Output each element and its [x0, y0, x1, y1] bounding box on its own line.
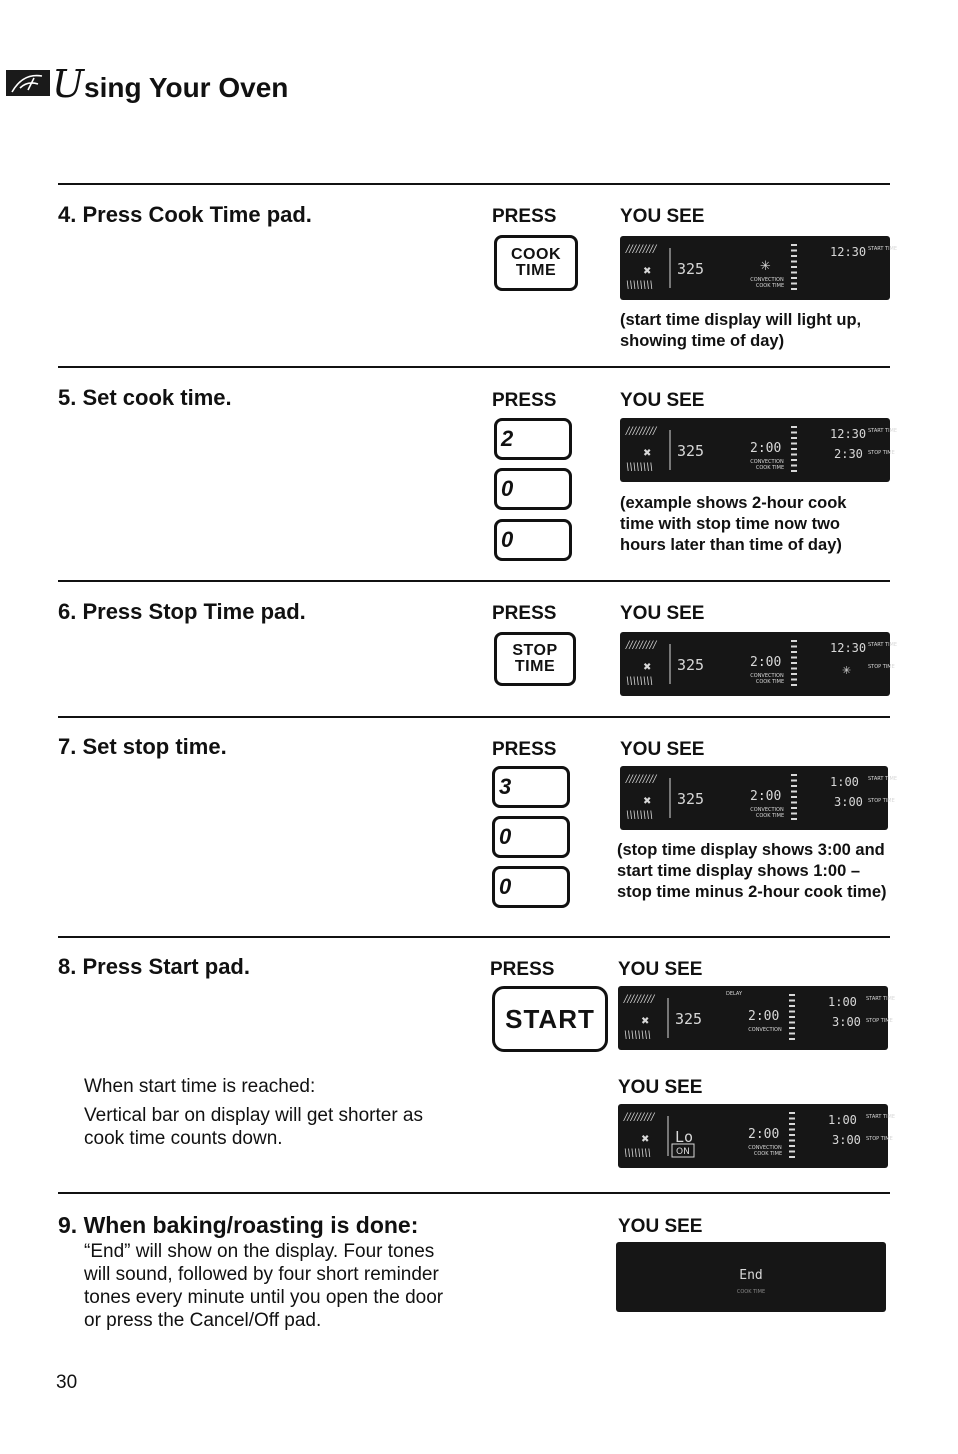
temperature-readout: 325	[677, 656, 705, 674]
number-pad-3[interactable]: 3	[492, 766, 570, 808]
time-bar-segment	[791, 459, 797, 461]
start-time-label: START TIME	[866, 1114, 896, 1120]
top-heating-element: /////////	[626, 244, 657, 255]
section-divider	[58, 580, 890, 582]
stop-time-label: STOP TIME	[868, 798, 895, 804]
time-bar-segment	[791, 791, 797, 793]
start-time-label: START TIME	[868, 776, 898, 782]
oven-display	[620, 418, 898, 482]
time-bar-segment	[789, 1129, 795, 1131]
cook-time-readout: 2:00	[750, 441, 782, 456]
blink-icon: ✳	[760, 259, 771, 274]
cook-time-readout: 2:00	[750, 789, 782, 804]
time-bar-segment	[791, 266, 797, 268]
time-bar-segment	[791, 785, 797, 787]
time-bar-segment	[791, 244, 797, 246]
you-see-label: YOU SEE	[620, 603, 705, 624]
bottom-heating-element: \\\\\\\\	[624, 1030, 651, 1041]
fan-icon: ✖	[641, 1016, 650, 1027]
start-time-readout: 1:00	[828, 995, 857, 1009]
stop-time-pad[interactable]: STOP TIME	[494, 632, 576, 686]
top-heating-element: /////////	[626, 426, 657, 437]
temperature-readout: 325	[677, 790, 705, 808]
start-reached-text: When start time is reached:	[84, 1076, 316, 1097]
time-bar-segment	[791, 470, 797, 472]
page-title: Using Your Oven	[52, 62, 289, 106]
oven-display	[620, 236, 898, 300]
time-bar-segment	[791, 796, 797, 798]
time-bar-segment	[789, 1016, 795, 1018]
time-bar-segment	[791, 684, 797, 686]
time-bar-segment	[791, 272, 797, 274]
step-title: 7. Set stop time.	[58, 734, 227, 759]
time-bar-segment	[791, 640, 797, 642]
time-bar-segment	[791, 679, 797, 681]
section-divider	[58, 716, 890, 718]
stop-time-label: STOP TIME	[868, 664, 895, 670]
time-bar-segment	[789, 1011, 795, 1013]
time-bar-segment	[791, 662, 797, 664]
stop-time-readout: 3:00	[832, 1015, 861, 1029]
section-divider	[58, 183, 890, 185]
number-pad-0[interactable]: 0	[494, 468, 572, 510]
time-bar-segment	[791, 807, 797, 809]
number-pad-0[interactable]: 0	[492, 816, 570, 858]
press-label: PRESS	[492, 739, 557, 760]
stop-time-readout: 3:00	[832, 1133, 861, 1147]
time-bar-segment	[789, 1027, 795, 1029]
fan-icon: ✖	[643, 662, 652, 673]
time-bar-segment	[791, 780, 797, 782]
time-bar-segment	[791, 277, 797, 279]
fan-icon: ✖	[643, 796, 652, 807]
display-note: (stop time display shows 3:00 and start time display shows 1:00 – stop time minus 2-hour cook time)	[617, 841, 887, 901]
you-see-label: YOU SEE	[618, 1216, 703, 1237]
stop-time-readout: 3:00	[834, 795, 863, 809]
top-heating-element: /////////	[626, 774, 657, 785]
mode-label: CONVECTION	[748, 1027, 782, 1033]
time-bar-segment	[791, 443, 797, 445]
cook-time-sub-label: COOK TIME	[755, 813, 785, 819]
top-heating-element: /////////	[624, 1112, 655, 1123]
you-see-label: YOU SEE	[620, 206, 705, 227]
time-bar-segment	[789, 1000, 795, 1002]
oven-display	[620, 766, 898, 830]
stop-time-label: STOP TIME	[866, 1018, 893, 1024]
start-time-label: START TIME	[866, 996, 896, 1002]
section-divider	[58, 936, 890, 938]
temperature-readout: Lo	[675, 1128, 694, 1146]
temperature-readout: 325	[677, 442, 705, 460]
cook-time-sub-label: COOK TIME	[753, 1151, 783, 1157]
on-label: ON	[676, 1147, 690, 1157]
bottom-heating-element: \\\\\\\\	[626, 280, 653, 291]
done-description: “End” will show on the display. Four tones will sound, followed by four short reminder tones every minute until you open the door or press the Cancel/Off pad.	[84, 1241, 444, 1331]
time-bar-segment	[791, 454, 797, 456]
time-bar-segment	[791, 426, 797, 428]
bar-description: Vertical bar on display will get shorter as cook time counts down.	[84, 1105, 423, 1149]
mode-label: CONVECTION	[748, 1145, 782, 1151]
cook-time-readout: 2:00	[748, 1009, 780, 1024]
cook-time-readout: 2:00	[748, 1127, 780, 1142]
time-bar-segment	[789, 1145, 795, 1147]
time-bar-segment	[791, 646, 797, 648]
start-time-readout: 1:00	[830, 775, 859, 789]
press-label: PRESS	[492, 206, 557, 227]
mode-label: CONVECTION	[750, 277, 784, 283]
start-time-readout: 1:00	[828, 1113, 857, 1127]
oven-display	[618, 1104, 896, 1168]
start-pad[interactable]: START	[492, 986, 608, 1052]
time-bar-segment	[791, 818, 797, 820]
fan-icon: ✖	[643, 448, 652, 459]
display-note: (example shows 2-hour cook time with stop time now two hours later than time of day)	[620, 494, 847, 554]
time-bar-segment	[789, 1112, 795, 1114]
cook-time-sub-label: COOK TIME	[755, 465, 785, 471]
cook-time-readout: 2:00	[750, 655, 782, 670]
time-bar-segment	[789, 1022, 795, 1024]
time-bar-segment	[791, 673, 797, 675]
top-heating-element: /////////	[624, 994, 655, 1005]
press-label: PRESS	[490, 959, 555, 980]
time-bar-segment	[791, 802, 797, 804]
number-pad-0[interactable]: 0	[494, 519, 572, 561]
oven-display-end	[616, 1242, 886, 1312]
start-time-readout: 12:30	[830, 427, 867, 441]
time-bar-segment	[791, 432, 797, 434]
bottom-heating-element: \\\\\\\\	[626, 676, 653, 687]
time-bar-segment	[789, 1123, 795, 1125]
start-time-label: START TIME	[868, 428, 898, 434]
header-logo	[6, 70, 50, 96]
step-title: 8. Press Start pad.	[58, 954, 250, 979]
time-bar-segment	[791, 437, 797, 439]
stop-blink-icon: ✳	[842, 664, 852, 677]
time-bar-segment	[791, 668, 797, 670]
fan-icon: ✖	[643, 266, 652, 277]
oven-display	[620, 632, 898, 696]
cook-time-sub-label: COOK TIME	[755, 679, 785, 685]
time-bar-segment	[789, 1038, 795, 1040]
you-see-label: YOU SEE	[620, 739, 705, 760]
you-see-label: YOU SEE	[618, 959, 703, 980]
stop-time-label: STOP TIME	[868, 450, 895, 456]
time-bar-segment	[789, 994, 795, 996]
you-see-label: YOU SEE	[618, 1077, 703, 1098]
time-bar-segment	[791, 657, 797, 659]
time-bar-segment	[789, 1134, 795, 1136]
time-bar-segment	[789, 1151, 795, 1153]
time-bar-segment	[789, 1118, 795, 1120]
time-bar-segment	[791, 813, 797, 815]
cook-time-pad[interactable]: COOK TIME	[494, 235, 578, 291]
section-divider	[58, 366, 890, 368]
cook-time-sub-label: COOK TIME	[755, 283, 785, 289]
time-bar-segment	[791, 255, 797, 257]
start-time-readout: 12:30	[830, 641, 867, 655]
delay-label: DELAY	[726, 991, 742, 997]
cook-time-label: COOK TIME	[736, 1289, 766, 1295]
mode-label: CONVECTION	[750, 807, 784, 813]
number-pad-0[interactable]: 0	[492, 866, 570, 908]
time-bar-segment	[791, 448, 797, 450]
time-bar-segment	[791, 261, 797, 263]
stop-time-readout: 2:30	[834, 447, 863, 461]
time-bar-segment	[789, 1005, 795, 1007]
start-time-label: START TIME	[868, 642, 898, 648]
start-time-readout: 12:30	[830, 245, 867, 259]
step-title: 5. Set cook time.	[58, 385, 232, 410]
mode-label: CONVECTION	[750, 673, 784, 679]
bottom-heating-element: \\\\\\\\	[624, 1148, 651, 1159]
time-bar-segment	[791, 250, 797, 252]
stop-time-label: STOP TIME	[866, 1136, 893, 1142]
number-pad-2[interactable]: 2	[494, 418, 572, 460]
end-readout: End	[739, 1268, 763, 1283]
time-bar-segment	[789, 1033, 795, 1035]
step-title: 4. Press Cook Time pad.	[58, 202, 312, 227]
page-number: 30	[56, 1372, 78, 1393]
top-heating-element: /////////	[626, 640, 657, 651]
time-bar-segment	[791, 651, 797, 653]
bottom-heating-element: \\\\\\\\	[626, 462, 653, 473]
step-title: 9. When baking/roasting is done:	[58, 1212, 419, 1238]
leaf-icon	[6, 70, 50, 96]
start-time-label: START TIME	[868, 246, 898, 252]
time-bar-segment	[789, 1140, 795, 1142]
fan-icon: ✖	[641, 1134, 650, 1145]
oven-display	[618, 986, 896, 1050]
press-label: PRESS	[492, 603, 557, 624]
mode-label: CONVECTION	[750, 459, 784, 465]
section-divider	[58, 1192, 890, 1194]
bottom-heating-element: \\\\\\\\	[626, 810, 653, 821]
time-bar-segment	[791, 774, 797, 776]
time-bar-segment	[791, 465, 797, 467]
time-bar-segment	[791, 288, 797, 290]
time-bar-segment	[791, 283, 797, 285]
display-note: (start time display will light up, showing time of day)	[620, 311, 862, 350]
temperature-readout: 325	[677, 260, 705, 278]
you-see-label: YOU SEE	[620, 390, 705, 411]
step-title: 6. Press Stop Time pad.	[58, 599, 306, 624]
time-bar-segment	[789, 1156, 795, 1158]
temperature-readout: 325	[675, 1010, 703, 1028]
press-label: PRESS	[492, 390, 557, 411]
